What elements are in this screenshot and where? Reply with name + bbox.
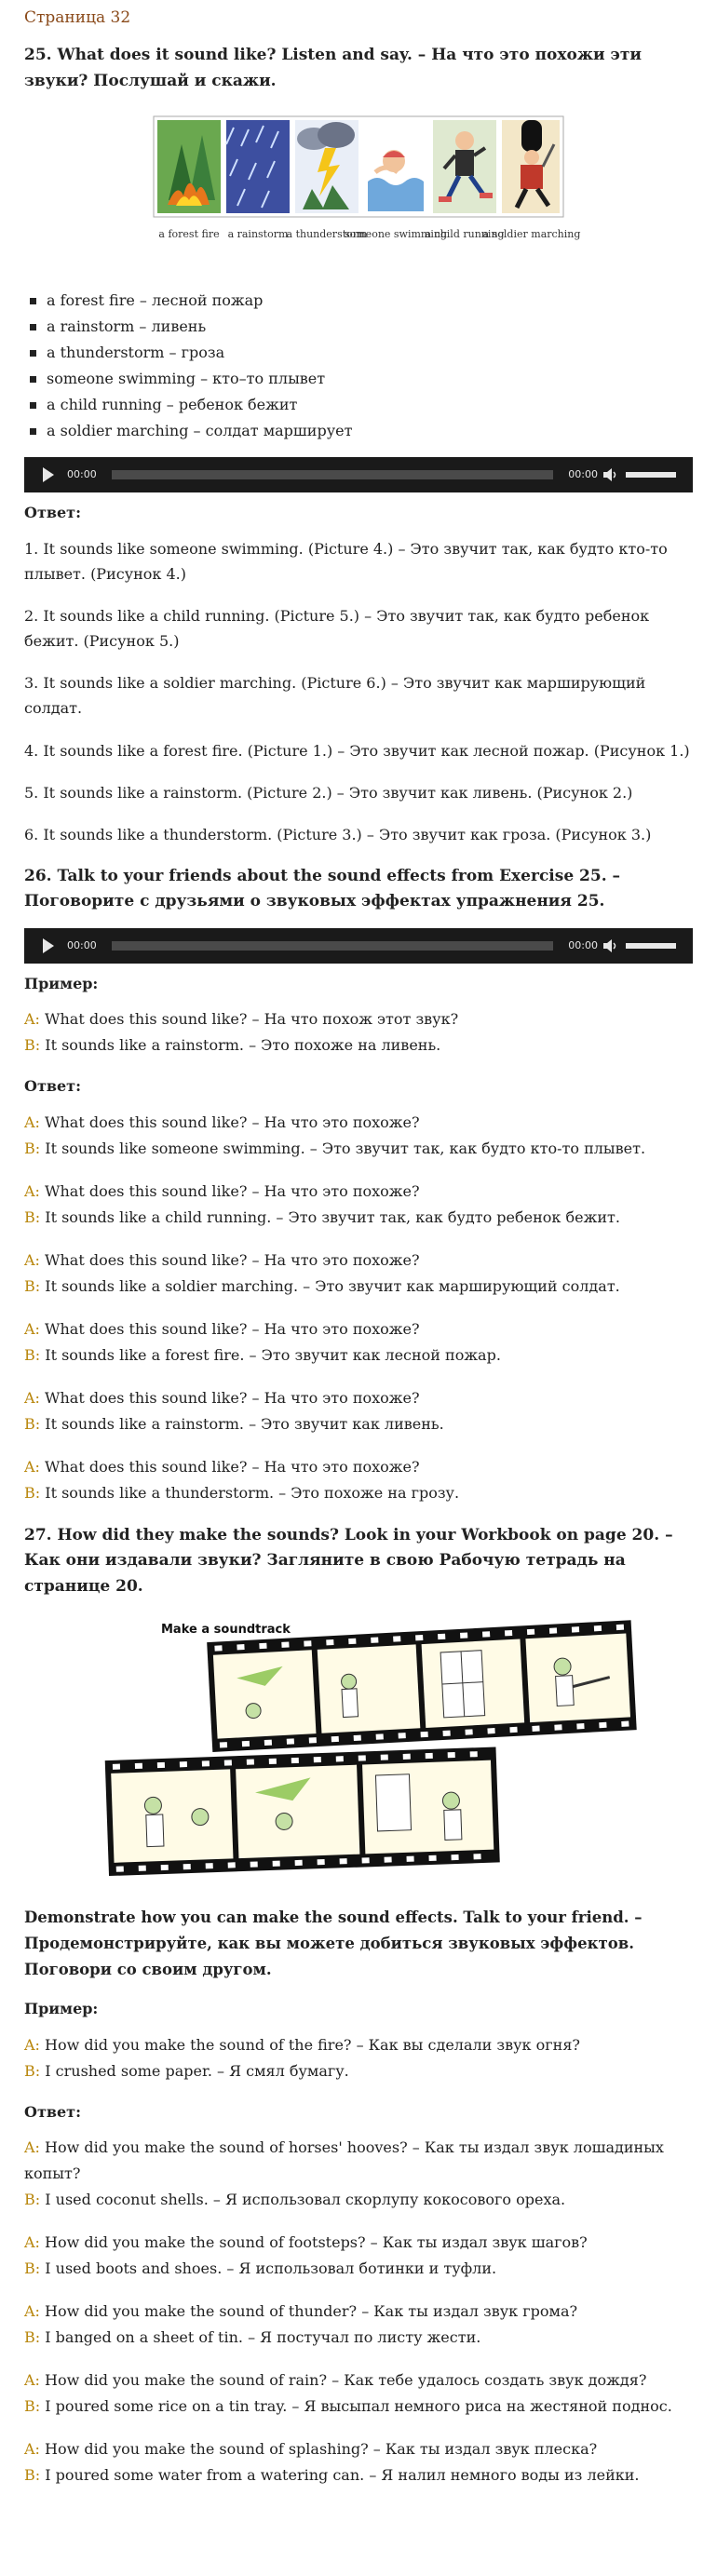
answer-dialog [24,1248,693,1300]
exercise-title-text: Talk to your friends about the sound effects from Exercise 25. – Поговорите с друзьями о звуковых эффектах упражнения 25. [24,867,621,911]
comic-title: Make a soundtrack [161,1622,291,1637]
speaker-b-label: B: [24,2061,41,2080]
thunderstorm-picture [295,120,358,213]
progress-track[interactable] [112,941,554,951]
answer-dialog [24,2299,693,2351]
someone-swimming-picture [364,120,427,213]
speaker-a-label: A: [24,2302,40,2321]
dialog-line-a: How did you make the sound of thunder? – Как ты издал звук грома? [45,2302,578,2321]
sound-illustration [79,107,638,275]
dialog-line-b: I crushed some paper. – Я смял бумагу. [45,2061,349,2080]
page-number-label: Страница 32 [24,8,131,27]
dialog-line-b: I used coconut shells. – Я использовал скорлупу кокосового ореха. [45,2191,566,2209]
answer-dialog [24,1385,693,1437]
dialog-line-a: What does this sound like? – На что это похоже? [45,1320,420,1339]
current-time: 00:00 [67,468,97,481]
dialog-line-a: What does this sound like? – На что это похоже? [45,1113,420,1132]
dialog-line-a: How did you make the sound of the fire? – Как вы сделали звук огня? [45,2035,580,2054]
speaker-a-label: A: [24,1458,40,1477]
dialog-line-b: It sounds like a forest fire. – Это звучит как лесной пожар. [45,1346,501,1365]
answer-heading: Ответ: [24,2102,81,2121]
play-icon[interactable] [43,467,54,482]
example-dialog [24,2032,693,2084]
speaker-b-label: B: [24,1415,41,1434]
comic-strip [24,1612,693,1892]
speaker-b-label: B: [24,2328,41,2347]
exercise-25-title [24,43,693,93]
vocab-item: someone swimming – кто–то плывет [24,366,693,392]
vocab-item: a rainstorm – ливень [24,314,693,340]
speaker-a-label: A: [24,2138,40,2157]
exercise-number: 27. [24,1526,52,1545]
answer-heading: Ответ: [24,503,81,521]
speaker-a-label: A: [24,2371,40,2390]
speaker-b-label: B: [24,1036,41,1055]
caption-child-running: a child running [425,227,505,240]
vocab-item: a thunderstorm – гроза [24,340,693,366]
play-icon[interactable] [43,938,54,953]
dialog-line-b: I poured some rice on a tin tray. – Я высыпал немного риса на жестяной поднос. [45,2397,672,2416]
dialog-line-a: How did you make the sound of rain? – Как тебе удалось создать звук дождя? [45,2371,647,2390]
comic-illustration [70,1612,647,1892]
dialog-line-a: What does this sound like? – На что это похоже? [45,1458,420,1477]
dialog-line-b: It sounds like a soldier marching. – Это звучит как марширующий солдат. [45,1277,620,1296]
exercise-title-ru: – Как они издавали звуки? Загляните в свою Рабочую тетрадь на странице 20. [24,1526,673,1596]
answer-item: 1. It sounds like someone swimming. (Picture 4.) – Это звучит так, как будто кто-то плывет. (Рисунок 4.) [24,539,668,583]
example-dialog [24,1006,693,1059]
answer-dialog [24,2135,693,2213]
dialog-line-a: What does this sound like? – На что похож этот звук? [45,1010,459,1029]
example-heading: Пример: [24,974,99,992]
answer-item: 2. It sounds like a child running. (Picture 5.) – Это звучит так, как будто ребенок бежит. (Рисунок 5.) [24,606,650,651]
dialog-line-b: It sounds like a rainstorm. – Это похоже на ливень. [45,1036,441,1055]
answer-item: 3. It sounds like a soldier marching. (Picture 6.) – Это звучит как марширующий солдат. [24,674,646,718]
speaker-a-label: A: [24,2233,40,2252]
answer-item: 6. It sounds like a thunderstorm. (Picture 3.) – Это звучит как гроза. (Рисунок 3.) [24,826,652,844]
exercise-number: 26. [24,867,52,886]
answer-dialog [24,1454,693,1506]
answer-dialog [24,2230,693,2282]
vocab-item: a child running – ребенок бежит [24,392,693,418]
soldier-marching-picture [502,120,560,213]
answer-item: 4. It sounds like a forest fire. (Picture 1.) – Это звучит как лесной пожар. (Рисунок 1.) [24,741,690,760]
dialog-line-a: How did you make the sound of horses' hooves? – Как ты издал звук лошадиных копыт? [24,2138,664,2183]
volume-slider[interactable] [626,943,676,949]
duration-time: 00:00 [568,468,598,481]
dialog-line-b: I poured some water from a watering can. – Я налил немного воды из лейки. [45,2466,640,2485]
vocab-item: a forest fire – лесной пожар [24,288,693,314]
speaker-b-label: B: [24,1346,41,1365]
exercise-title-en: How did they make the sounds? Look in your Workbook on page 20. [57,1526,660,1545]
dialog-line-a: What does this sound like? – На что это похоже? [45,1251,420,1270]
caption-soldier-marching: a soldier marching [482,227,581,240]
speaker-a-label: A: [24,2035,40,2054]
speaker-b-label: B: [24,1208,41,1227]
dialog-line-a: How did you make the sound of splashing? – Как ты издал звук плеска? [45,2440,598,2459]
forest-fire-picture [157,120,221,213]
speaker-b-label: B: [24,2191,41,2209]
dialog-line-b: It sounds like a thunderstorm. – Это похоже на грозу. [45,1484,460,1503]
caption-thunderstorm: a thunderstorm [286,227,368,240]
speaker-a-label: A: [24,1182,40,1201]
rainstorm-picture [226,120,290,213]
answer-dialog [24,2367,693,2420]
dialog-line-b: It sounds like someone swimming. – Это звучит так, как будто кто-то плывет. [45,1140,646,1158]
sound-pictures [24,107,693,275]
film-strip-top [207,1620,637,1752]
answer-dialog [24,1110,693,1162]
caption-someone-swimming: someone swimming [344,227,448,240]
vocab-item: a soldier marching – солдат марширует [24,418,693,444]
speaker-b-label: B: [24,1277,41,1296]
exercise-number: 25. [24,46,52,65]
speaker-a-label: A: [24,2440,40,2459]
exercise-27-subtitle: Demonstrate how you can make the sound effects. Talk to your friend. – Продемонстрируйте, как вы можете добиться звуковых эффектов. Поговори со своим другом. [24,1908,643,1978]
dialog-line-b: I banged on a sheet of tin. – Я постучал по листу жести. [45,2328,481,2347]
exercise-27-title [24,1523,693,1599]
exercise-26-title [24,864,693,914]
vocabulary-list [24,288,693,444]
volume-icon[interactable] [602,938,618,953]
speaker-b-label: B: [24,1484,41,1503]
speaker-b-label: B: [24,2397,41,2416]
answer-heading: Ответ: [24,1077,81,1096]
speaker-a-label: A: [24,1320,40,1339]
child-running-picture [433,120,496,213]
speaker-b-label: B: [24,1140,41,1158]
progress-track[interactable] [112,470,554,479]
audio-player-1 [24,457,693,492]
speaker-b-label: B: [24,2466,41,2485]
dialog-line-b: It sounds like a rainstorm. – Это звучит как ливень. [45,1415,444,1434]
dialog-line-a: What does this sound like? – На что это похоже? [45,1389,420,1408]
audio-player-2 [24,928,693,964]
dialog-line-b: It sounds like a child running. – Это звучит так, как будто ребенок бежит. [45,1208,620,1227]
speaker-a-label: A: [24,1113,40,1132]
speaker-b-label: B: [24,2259,41,2278]
answer-dialog [24,2436,693,2488]
film-strip-bottom [105,1747,500,1876]
speaker-a-label: A: [24,1251,40,1270]
exercise-title-text: What does it sound like? Listen and say. – На что это похожи эти звуки? Послушай и скажи. [24,46,643,90]
caption-forest-fire: a forest fire [158,227,220,240]
volume-icon[interactable] [602,467,618,482]
caption-rainstorm: a rainstorm [227,227,289,240]
volume-slider[interactable] [626,472,676,478]
answer-item: 5. It sounds like a rainstorm. (Picture 2.) – Это звучит как ливень. (Рисунок 2.) [24,783,633,802]
example-heading: Пример: [24,1999,99,2017]
dialog-line-a: What does this sound like? – На что это похоже? [45,1182,420,1201]
current-time: 00:00 [67,939,97,952]
dialog-line-b: I used boots and shoes. – Я использовал ботинки и туфли. [45,2259,497,2278]
speaker-a-label: A: [24,1010,40,1029]
answer-dialog [24,1179,693,1231]
speaker-a-label: A: [24,1389,40,1408]
duration-time: 00:00 [568,939,598,952]
answer-dialog [24,1316,693,1369]
dialog-line-a: How did you make the sound of footsteps? – Как ты издал звук шагов? [45,2233,588,2252]
